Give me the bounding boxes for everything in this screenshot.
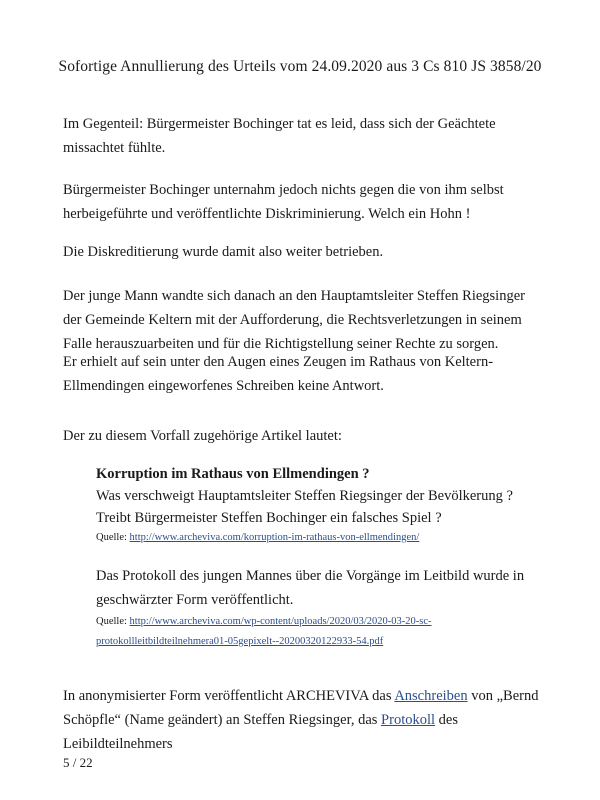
paragraph-5: Er erhielt auf sein unter den Augen eines Zeugen im Rathaus von Keltern-Ellmendingen eingeworfenes Schreiben keine Antwort. — [63, 354, 494, 394]
final-text-2: von „Bernd Schöpfle“ (Name geändert) an Steffen Riegsinger, das — [63, 688, 539, 728]
protokoll-link[interactable]: Protokoll — [381, 712, 436, 728]
document-title: Sofortige Annullierung des Urteils vom 24.09.2020 aus 3 Cs 810 JS 3858/20 — [58, 58, 542, 75]
protocol-paragraph: Das Protokoll des jungen Mannes über die Vorgänge im Leitbild wurde in geschwärzter Form veröffentlicht. — [96, 568, 525, 608]
final-text-1: In anonymisierter Form veröffentlicht ARCHEVIVA das — [63, 688, 395, 704]
paragraph-3: Die Diskreditierung wurde damit also weiter betrieben. — [63, 244, 384, 260]
final-paragraph — [63, 684, 543, 756]
paragraph-1: Im Gegenteil: Bürgermeister Bochinger tat es leid, dass sich der Geächtete missachtet fühlte. — [63, 116, 496, 156]
page-number: 5 / 22 — [63, 755, 93, 770]
final-text-3: des Leibildteilnehmers — [63, 712, 458, 752]
source-label: Quelle: — [96, 532, 127, 543]
quote-line-1: Was verschweigt Hauptamtsleiter Steffen Riegsinger der Bevölkerung ? — [96, 488, 513, 504]
protocol-source-link-part2[interactable]: protokollleitbildteilnehmera01-05gepixelt--20200320122933-54.pdf — [96, 636, 384, 647]
paragraph-6: Der zu diesem Vorfall zugehörige Artikel lautet: — [63, 428, 342, 444]
protocol-source-link-part1[interactable]: http://www.archeviva.com/wp-content/uploads/2020/03/2020-03-20-sc- — [129, 616, 432, 627]
quote-heading: Korruption im Rathaus von Ellmendingen ? — [96, 466, 370, 482]
quote-source — [96, 528, 536, 548]
source-label: Quelle: — [96, 616, 127, 627]
quote-line-2: Treibt Bürgermeister Steffen Bochinger ein falsches Spiel ? — [96, 510, 442, 526]
paragraph-2: Bürgermeister Bochinger unternahm jedoch nichts gegen die von ihm selbst herbeigeführte und veröffentlichte Diskriminierung. Welch ein Hohn ! — [63, 182, 504, 222]
anschreiben-link[interactable]: Anschreiben — [394, 688, 468, 704]
protocol-source — [96, 612, 536, 652]
source-link[interactable]: http://www.archeviva.com/korruption-im-rathaus-von-ellmendingen/ — [129, 532, 420, 543]
paragraph-4: Der junge Mann wandte sich danach an den Hauptamtsleiter Steffen Riegsinger der Gemeinde Keltern mit der Aufforderung, die Rechtsverletzungen in seinem Falle herauszuarbeiten und für die Richtigstellung seiner Rechte zu sorgen. — [63, 288, 525, 352]
